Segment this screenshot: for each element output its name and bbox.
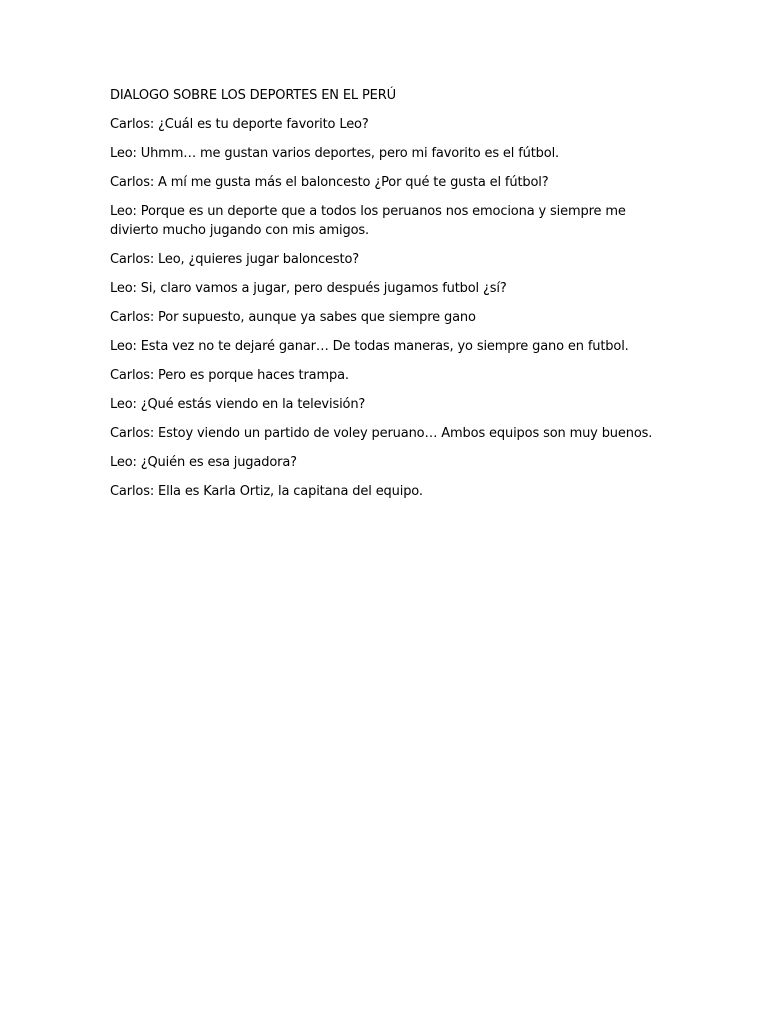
- dialogue-line: Carlos: Estoy viendo un partido de voley peruano… Ambos equipos son muy buenos.: [110, 426, 653, 441]
- dialogue-line: Leo: Si, claro vamos a jugar, pero después jugamos futbol ¿sí?: [110, 281, 507, 296]
- document-title: DIALOGO SOBRE LOS DEPORTES EN EL PERÚ: [110, 88, 396, 103]
- dialogue-line: Carlos: Leo, ¿quieres jugar baloncesto?: [110, 252, 360, 267]
- dialogue-line: Leo: Uhmm… me gustan varios deportes, pero mi favorito es el fútbol.: [110, 146, 560, 161]
- dialogue-line: Leo: Esta vez no te dejaré ganar… De todas maneras, yo siempre gano en futbol.: [110, 339, 629, 354]
- dialogue-line: Carlos: Por supuesto, aunque ya sabes que siempre gano: [110, 310, 476, 325]
- dialogue-line: Leo: ¿Qué estás viendo en la televisión?: [110, 397, 366, 412]
- dialogue-line: Carlos: A mí me gusta más el baloncesto ¿Por qué te gusta el fútbol?: [110, 175, 549, 190]
- dialogue-line: Carlos: ¿Cuál es tu deporte favorito Leo?: [110, 117, 369, 132]
- document-page: [110, 86, 670, 511]
- dialogue-line: Carlos: Ella es Karla Ortiz, la capitana del equipo.: [110, 484, 423, 499]
- dialogue-line: Leo: ¿Quién es esa jugadora?: [110, 455, 297, 470]
- dialogue-line: Carlos: Pero es porque haces trampa.: [110, 368, 349, 383]
- dialogue-line: Leo: Porque es un deporte que a todos los peruanos nos emociona y siempre me divierto mucho jugando con mis amigos.: [110, 204, 626, 238]
